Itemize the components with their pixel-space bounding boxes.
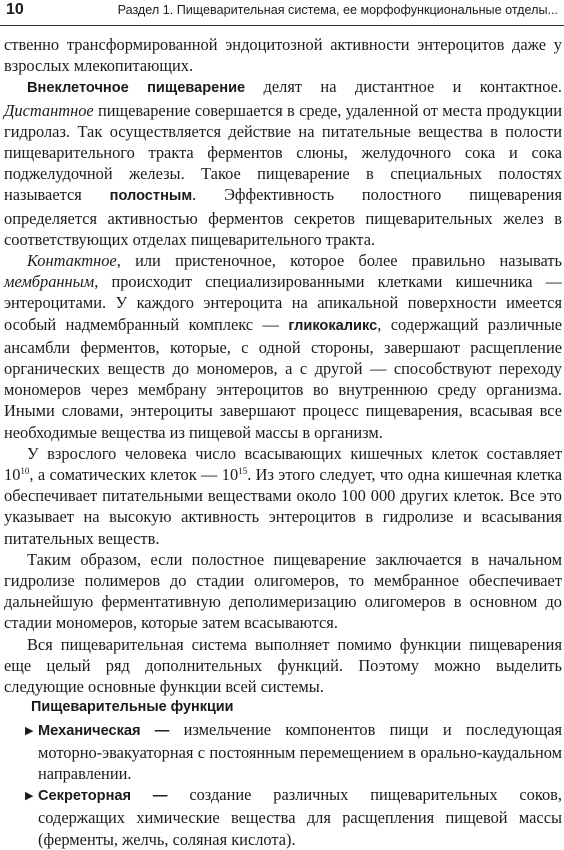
paragraph-functions-intro [4, 634, 562, 698]
text-run: . Эффективность полостного пищеварения определяется активностью ферментов секретов пищеварительных желез в соответствующих отделах пищеварительного тракта. [4, 185, 562, 249]
text-run: делят на дистантное и контактное. [245, 77, 562, 97]
page-body [4, 34, 562, 850]
list-item [4, 784, 562, 850]
text-run: У взрослого человека число всасывающих кишечных клеток составляет 10 [4, 443, 562, 485]
running-head: Раздел 1. Пищеварительная система, ее морфофункциональные отделы... [117, 3, 558, 17]
term-contact: Контактное [27, 251, 117, 271]
term-extracellular-digestion: Внеклеточное пищеварение [27, 80, 246, 97]
term-distant: Дистантное [4, 100, 94, 120]
term-glycocalyx: гликокаликс [288, 317, 378, 334]
exponent: 10 [20, 466, 30, 477]
text-run: , или пристеночное, которое более правильно называть [116, 251, 562, 271]
paragraph-continuation [4, 34, 562, 76]
text-run: , а соматических клеток — 10 [29, 465, 239, 485]
paragraph-extracellular-digestion [4, 76, 562, 250]
term-cavitary: полостным [109, 188, 193, 205]
term-membrane: мембранным [4, 272, 95, 292]
paragraph-text: Вся пищеварительная система выполняет помимо функции пищеварения еще целый ряд дополнительных функций. Поэтому можно выделить следующие основные функции всей системы. [4, 634, 562, 697]
paragraph-summary [4, 549, 562, 634]
triangle-right-icon: ▶ [25, 723, 34, 737]
list-item-term: Секреторная — [38, 788, 168, 805]
exponent: 15 [238, 466, 248, 477]
paragraph-text: Таким образом, если полостное пищеварение заключается в начальном гидролизе полимеров до стадии олигомеров, то мембранное обеспечивает дальнейшую ферментативную деполимеризацию олигомеров в основном до стадии мономеров, которые затем всасываются. [4, 549, 562, 633]
paragraph-cell-counts [4, 443, 562, 549]
text-run: , происходит специализированными клетками кишечника — энтероцитами. У каждого энтероцита на апикальной поверхности имеется особый надмембранный комплекс — [4, 272, 562, 334]
triangle-right-icon: ▶ [25, 789, 34, 803]
paragraph-contact-digestion [4, 250, 562, 443]
list-item-term: Механическая — [38, 722, 170, 739]
text-run: пищеварение совершается в среде, удаленной от места продукции гидролаз. Так осуществляется действие на питательные вещества в полости пищеварительного тракта ферментов слюны, желудочного сока и сока поджелудочной железы. Такое пищеварение в специальных полостях называется [4, 100, 562, 205]
paragraph-text: ственно трансформированной эндоцитозной активности энтероцитов даже у взрослых млекопитающих. [4, 35, 562, 76]
page-header [0, 0, 564, 26]
page-number: 10 [6, 1, 24, 18]
text-run: , содержащий различные ансамбли ферментов, которые, с одной стороны, завершают расщепление органических веществ до мономеров, а с другой — способствуют переходу мономеров через мембрану энтероцитов во внутреннюю среду организма. Иными словами, энтероциты завершают процесс пищеварения, всасывая все необходимые вещества из пищевой массы в организм. [4, 314, 562, 442]
text-run: . Из этого следует, что одна кишечная клетка обеспечивает питательными веществами около 100 000 других клеток. Все это указывает на высокую активность энтероцитов в гидролизе и всасывания питательных веществ. [4, 465, 563, 548]
list-item-text: создание различных пищеварительных соков, содержащих химические вещества для расщепления пищевой массы (ферменты, желчь, соляная кислота). [38, 785, 563, 849]
section-heading: Пищеварительные функции [31, 699, 234, 716]
list-item-text: измельчение компонентов пищи и последующая моторно-эвакуаторная с постоянным перемещением в орально-каудальном направлении. [38, 719, 562, 783]
list-item [4, 719, 562, 785]
